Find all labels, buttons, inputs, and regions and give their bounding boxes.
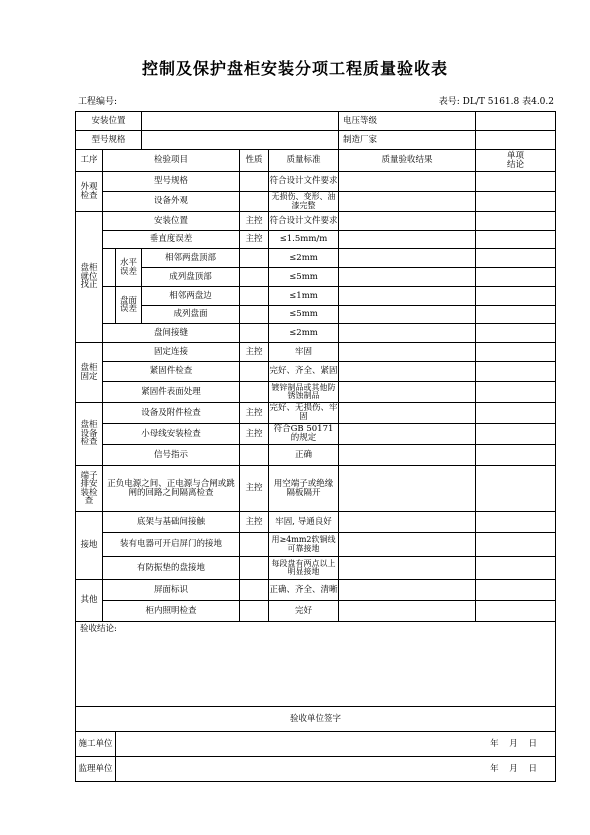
result-21[interactable]	[339, 601, 476, 622]
model-spec-value[interactable]	[142, 131, 339, 150]
conclusion-7[interactable]	[476, 287, 556, 306]
conclusion-20[interactable]	[476, 580, 556, 601]
conclusion-4[interactable]	[476, 231, 556, 249]
prop-1	[240, 172, 269, 192]
std-7: ≤1mm	[269, 287, 339, 306]
item-adjacent-edge: 相邻两盘边	[142, 287, 240, 306]
prop-13: 主控	[240, 403, 269, 424]
std-9: ≤2mm	[269, 324, 339, 343]
project-no-label: 工程编号:	[78, 97, 118, 107]
install-location-value[interactable]	[142, 112, 339, 131]
conclusion-19[interactable]	[476, 557, 556, 580]
std-21: 完好	[269, 601, 339, 622]
result-10[interactable]	[339, 343, 476, 362]
prop-18	[240, 533, 269, 557]
result-4[interactable]	[339, 231, 476, 249]
prop-4: 主控	[240, 231, 269, 249]
group-equipment: 盘柜 设备 检查	[76, 403, 103, 466]
construction-unit-date[interactable]: 年 月 日	[116, 732, 556, 757]
item-shockpad-grounding: 有防振垫的盘接地	[103, 557, 240, 580]
subgroup-surface: 盘面 误差	[116, 287, 142, 324]
conclusion-13[interactable]	[476, 403, 556, 424]
prop-20	[240, 580, 269, 601]
std-16: 用空端子或绝缘隔板隔开	[269, 466, 339, 512]
prop-12	[240, 382, 269, 403]
std-20: 正确、齐全、清晰	[269, 580, 339, 601]
col-conclusion: 单项 结论	[476, 150, 556, 172]
std-3: 符合设计文件要求	[269, 212, 339, 231]
item-door-grounding: 装有电器可开启屏门的接地	[103, 533, 240, 557]
item-base-contact: 底架与基础间接触	[103, 512, 240, 533]
construction-unit-label: 施工单位	[76, 732, 116, 757]
prop-19	[240, 557, 269, 580]
item-signal-indication: 信号指示	[103, 445, 240, 466]
model-spec-label: 型号规格	[76, 131, 142, 150]
prop-2	[240, 192, 269, 212]
prop-6	[240, 268, 269, 287]
prop-21	[240, 601, 269, 622]
result-11[interactable]	[339, 362, 476, 382]
result-17[interactable]	[339, 512, 476, 533]
conclusion-18[interactable]	[476, 533, 556, 557]
col-process: 工序	[76, 150, 103, 172]
result-19[interactable]	[339, 557, 476, 580]
item-panel-joint: 盘间接缝	[103, 324, 240, 343]
prop-5	[240, 249, 269, 268]
result-9[interactable]	[339, 324, 476, 343]
col-inspection-item: 检验项目	[103, 150, 240, 172]
conclusion-9[interactable]	[476, 324, 556, 343]
std-6: ≤5mm	[269, 268, 339, 287]
conclusion-11[interactable]	[476, 362, 556, 382]
result-2[interactable]	[339, 192, 476, 212]
prop-14: 主控	[240, 424, 269, 445]
result-3[interactable]	[339, 212, 476, 231]
result-20[interactable]	[339, 580, 476, 601]
std-5: ≤2mm	[269, 249, 339, 268]
item-busbar-install: 小母线安装检查	[103, 424, 240, 445]
prop-16: 主控	[240, 466, 269, 512]
conclusion-17[interactable]	[476, 512, 556, 533]
group-grounding: 接地	[76, 512, 103, 580]
result-5[interactable]	[339, 249, 476, 268]
std-11: 完好、齐全、紧固	[269, 362, 339, 382]
signature-title: 验收单位签字	[76, 707, 556, 732]
form-number: 表号: DL/T 5161.8 表4.0.2	[438, 97, 554, 107]
group-fixing: 盘柜 固定	[76, 343, 103, 403]
std-18: 用≥4mm2软铜线可靠接地	[269, 533, 339, 557]
item-row-surface: 成列盘面	[142, 306, 240, 324]
result-1[interactable]	[339, 172, 476, 192]
group-position: 盘柜 就位 找正	[76, 212, 103, 343]
prop-11	[240, 362, 269, 382]
result-15[interactable]	[339, 445, 476, 466]
conclusion-6[interactable]	[476, 268, 556, 287]
std-10: 牢固	[269, 343, 339, 362]
item-fastener-surface: 紧固件表面处理	[103, 382, 240, 403]
supervision-unit-date[interactable]: 年 月 日	[116, 757, 556, 782]
col-result: 质量验收结果	[339, 150, 476, 172]
prop-8	[240, 306, 269, 324]
result-8[interactable]	[339, 306, 476, 324]
conclusion-14[interactable]	[476, 424, 556, 445]
item-model-spec: 型号规格	[103, 172, 240, 192]
conclusion-10[interactable]	[476, 343, 556, 362]
supervision-unit-label: 监理单位	[76, 757, 116, 782]
prop-17: 主控	[240, 512, 269, 533]
conclusion-3[interactable]	[476, 212, 556, 231]
std-2: 无损伤、变形、油漆完整	[269, 192, 339, 212]
result-18[interactable]	[339, 533, 476, 557]
prop-15	[240, 445, 269, 466]
std-12: 镀锌制品或其他防锈蚀制品	[269, 382, 339, 403]
item-appearance: 设备外观	[103, 192, 240, 212]
voltage-level-value[interactable]	[476, 112, 556, 131]
item-install-location: 安装位置	[103, 212, 240, 231]
item-isolation-check: 正负电源之间、正电源与合闸或跳闸的回路之间隔离检查	[103, 466, 240, 512]
subgroup-horizontal: 水平 误差	[116, 249, 142, 287]
result-16[interactable]	[339, 466, 476, 512]
col-quality-standard: 质量标准	[269, 150, 339, 172]
result-7[interactable]	[339, 287, 476, 306]
manufacturer-label: 制造厂家	[339, 131, 476, 150]
item-equipment-check: 设备及附件检查	[103, 403, 240, 424]
result-13[interactable]	[339, 403, 476, 424]
result-6[interactable]	[339, 268, 476, 287]
prop-3: 主控	[240, 212, 269, 231]
item-fixed-connection: 固定连接	[103, 343, 240, 362]
std-17: 牢固, 导通良好	[269, 512, 339, 533]
conclusion-8[interactable]	[476, 306, 556, 324]
conclusion-21[interactable]	[476, 601, 556, 622]
conclusion-12[interactable]	[476, 382, 556, 403]
acceptance-conclusion[interactable]: 验收结论:	[76, 622, 556, 707]
group-other: 其他	[76, 580, 103, 622]
voltage-level-label: 电压等级	[339, 112, 476, 131]
result-12[interactable]	[339, 382, 476, 403]
item-adjacent-top: 相邻两盘顶部	[142, 249, 240, 268]
std-14: 符合GB 50171 的规定	[269, 424, 339, 445]
group-terminal: 端子 排安 装检 查	[76, 466, 103, 512]
item-lighting-check: 柜内照明检查	[103, 601, 240, 622]
item-panel-marking: 屏面标识	[103, 580, 240, 601]
item-fastener-check: 紧固件检查	[103, 362, 240, 382]
std-13: 完好、无损伤、牢固	[269, 403, 338, 422]
conclusion-1[interactable]	[476, 172, 556, 192]
install-location-label: 安装位置	[76, 112, 142, 131]
prop-7	[240, 287, 269, 306]
item-vertical-error: 垂直度误差	[103, 231, 240, 249]
conclusion-15[interactable]	[476, 445, 556, 466]
std-19: 每段盘有两点以上明显接地	[269, 557, 339, 580]
std-1: 符合设计文件要求	[269, 172, 339, 192]
conclusion-5[interactable]	[476, 249, 556, 268]
conclusion-16[interactable]	[476, 466, 556, 512]
item-row-top: 成列盘顶部	[142, 268, 240, 287]
prop-9	[240, 324, 269, 343]
std-15: 正确	[269, 445, 339, 466]
col-property: 性质	[240, 150, 269, 172]
std-4: ≤1.5mm/m	[269, 231, 339, 249]
result-14[interactable]	[339, 424, 476, 445]
manufacturer-value[interactable]	[476, 131, 556, 150]
page-title: 控制及保护盘柜安装分项工程质量验收表	[141, 59, 448, 78]
inspection-table	[75, 111, 556, 782]
prop-10: 主控	[240, 343, 269, 362]
conclusion-2[interactable]	[476, 192, 556, 212]
std-8: ≤5mm	[269, 306, 339, 324]
group-appearance: 外观 检查	[76, 172, 103, 212]
